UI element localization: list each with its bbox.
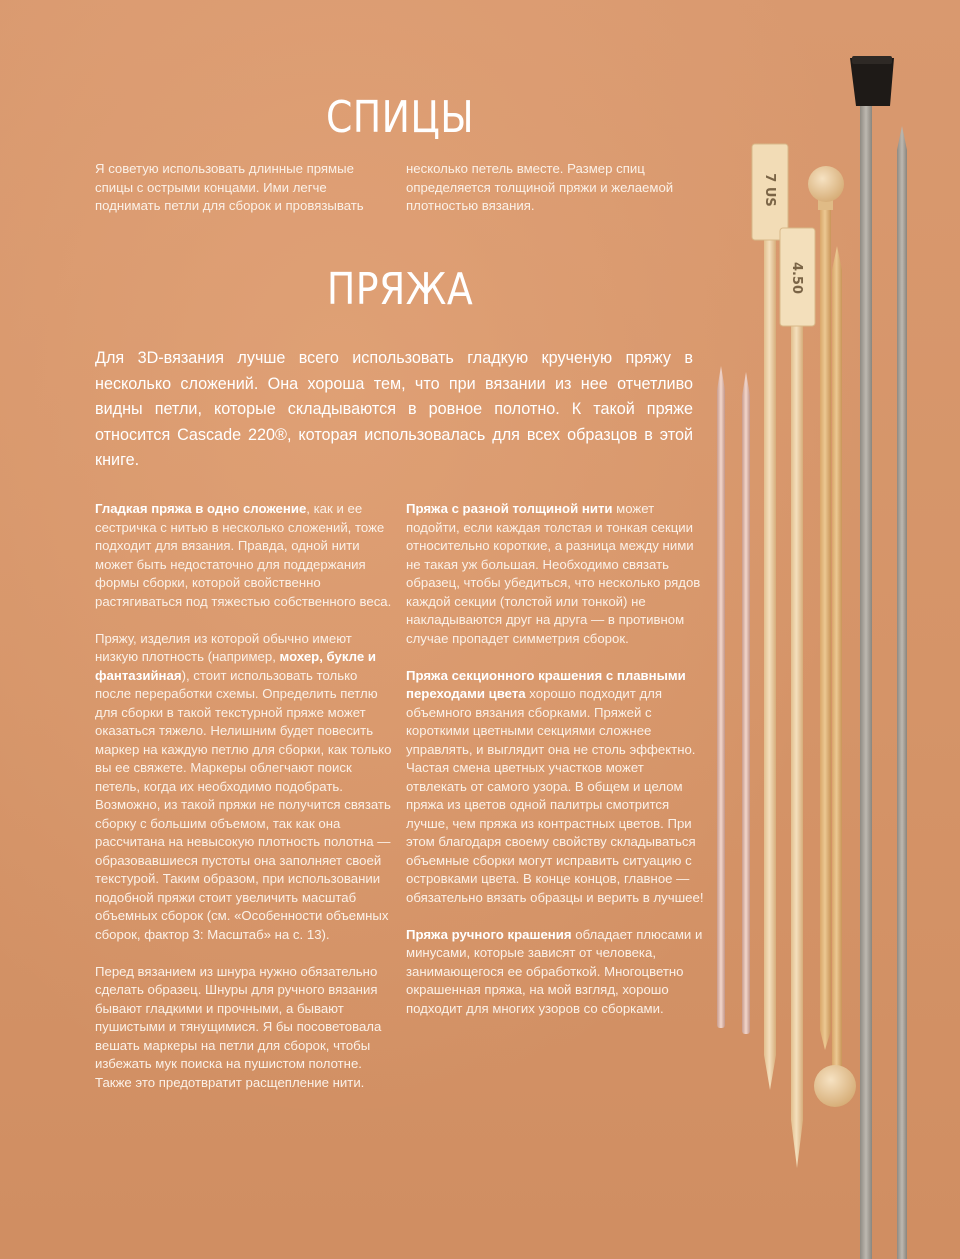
needle-label-450: 4.50	[789, 261, 804, 295]
term-mohair-boucle: мохер, букле и фантазийная	[95, 649, 376, 683]
paragraph-low-density-intro: Пряжу, изделия из которой обычно имеют низкую плотность (например,	[95, 630, 352, 664]
intro-right-text: несколько петель вместе. Размер спиц определяется толщиной пряжи и желаемой плотностью вязания.	[406, 161, 674, 213]
paragraph-hand-dyed-text: обладает плюсами и минусами, которые зависят от человека, занимающегося ее обработкой. Многоцветно окрашенная пряжа, на мой взгляд, хорошо подходит для многих узоров со сборками.	[406, 926, 703, 1016]
bamboo-needle-450	[780, 228, 815, 1168]
term-hand-dyed: Пряжа ручного крашения	[406, 926, 572, 942]
lead-paragraph: Для 3D-вязания лучше всего использовать гладкую крученую пряжу в несколько сложений. Она хороша тем, что при вязании из нее отчетливо видны петли, которые складываются в ровное полотно. К такой пряже относится Cascade 220®, которая использовалась для всех образцов в этой книге.	[95, 349, 693, 469]
term-thick-thin: Пряжа с разной толщиной нити	[406, 501, 613, 516]
paragraph-thick-thin	[406, 500, 706, 648]
pink-needle-right	[742, 372, 750, 1034]
paragraph-thick-thin-text: может подойти, если каждая толстая и тонкая секции относительно короткие, а разница между ними не такая уж большая. Необходимо связать образец, чтобы убедиться, что несколько рядов каждой секции (толстой или тонкой) не накладываются друг на друга — в противном случае пропадет симметрия сборок.	[406, 501, 701, 646]
grey-needle-black-cap	[850, 56, 894, 1259]
paragraph-single-ply	[95, 500, 395, 611]
paragraph-hand-dyed	[406, 926, 706, 1019]
needle-label-7us: 7 US	[762, 173, 777, 207]
grey-needle-right	[897, 126, 907, 1259]
term-single-ply: Гладкая пряжа в одно сложение	[95, 501, 307, 516]
pink-needle-left	[717, 366, 725, 1028]
paragraph-low-density	[95, 630, 395, 945]
heading-needles: СПИЦЫ	[325, 92, 475, 143]
term-gradient: Пряжа секционного крашения с плавными переходами цвета	[406, 667, 686, 701]
left-column	[95, 500, 395, 1111]
paragraph-gradient-text: хорошо подходит для объемного вязания сборками. Пряжей с короткими цветными секциями сложнее управлять, и выглядит она не столь эффектно. Частая смена цветных участков может отвлекать от самого узора. В общем и целом пряжа из цветов одной палитры смотрится лучше, чем пряжа из контрастных цветов. При этом благодаря своему свойству складываться объемные сборки могут исправить ситуацию с островками цвета. В конце концов, главное — обязательно вязать образцы и верить в лучшее!	[406, 686, 704, 905]
right-column	[406, 500, 706, 1037]
knitting-needles-illustration	[700, 40, 960, 1259]
heading-yarn: ПРЯЖА	[326, 264, 474, 315]
intro-left-text: Я советую использовать длинные прямые спицы с острыми концами. Ими легче поднимать петли для сборок и провязывать	[95, 161, 364, 213]
paragraph-cord: Перед вязанием из шнура нужно обязательно сделать образец. Шнуры для ручного вязания бывают гладкими и прочными, а бывают пушистыми и тянущимися. Я бы посоветовала вешать маркеры на петли для сборок, чтобы избежать мук поиска на пушистом полотне. Также это предотвратит расщепление нити.	[95, 963, 382, 1090]
paragraph-gradient	[406, 667, 706, 908]
paragraph-single-ply-text: , как и ее сестричка с нитью в несколько сложений, тоже подходит для вязания. Правда, одной нити может быть недостаточно для поддержания формы сборки, которой свойственно растягиваться под тяжестью собственного веса.	[95, 501, 392, 609]
paragraph-low-density-text: ), стоит использовать только после переработки схемы. Определить петлю для сборки в такой текстурной пряже может оказаться тяжело. Нелишним будет повесить маркер на каждую петлю для сборки, как только вы ее свяжете. Маркеры облегчают поиск петель, когда их необходимо подобрать. Возможно, из такой пряжи не получится связать сборку с большим объемом, так как она рассчитана на невысокую плотность полотна — образовавшиеся пустоты она заполняет своей текстурой. Таким образом, при использовании подобной пряжи стоит увеличить масштаб объемных сборок (см. «Особенности объемных сборок, фактор 3: Масштаб» на с. 13).	[95, 667, 392, 942]
